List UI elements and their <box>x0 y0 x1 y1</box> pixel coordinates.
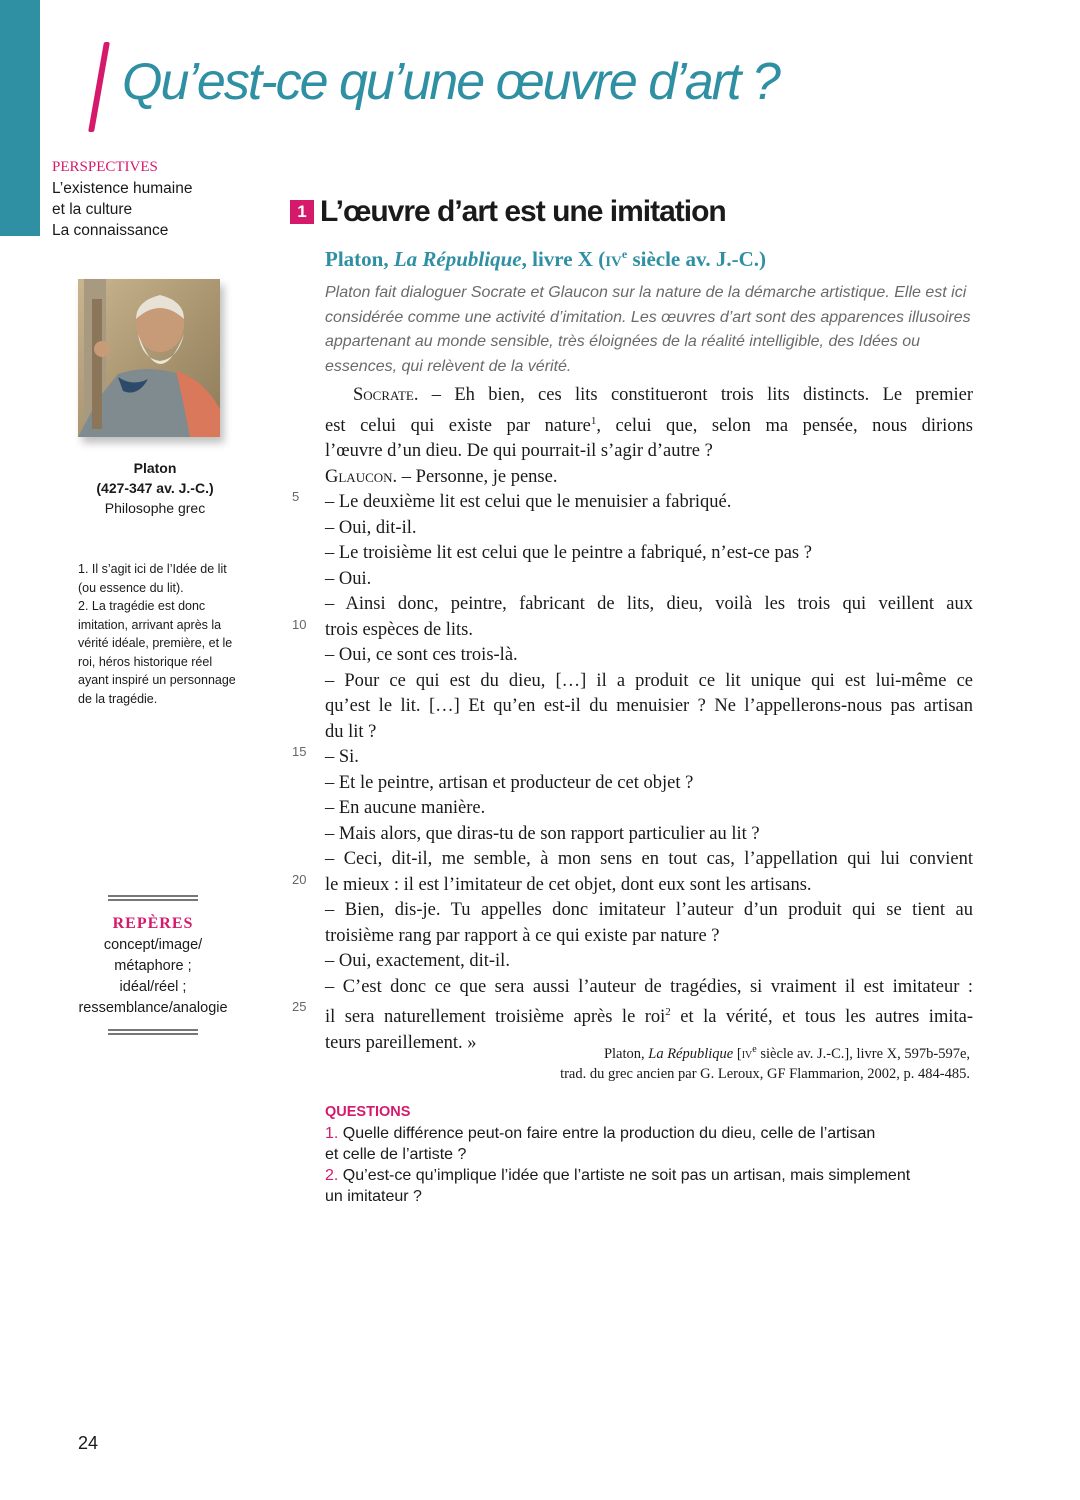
plato-portrait-illustration <box>78 279 220 437</box>
dialogue-text <box>325 383 973 1056</box>
footnotes <box>78 560 238 708</box>
reperes-line: concept/image/ <box>103 937 203 953</box>
line-number: 20 <box>292 872 307 887</box>
citation-line-1: Platon, La République [$iv^e$ siècle av. J.-C.], livre X, 597b-597e, <box>603 1044 970 1062</box>
portrait-role: Philosophe grec <box>104 500 206 516</box>
reperes-box <box>60 895 246 1035</box>
perspectives-label: PERSPECTIVES <box>52 159 158 175</box>
text-line: – Ainsi donc, peintre, fabricant de lits, dieu, voilà les trois qui veillent aux <box>325 594 973 615</box>
source-work: La République <box>393 247 522 271</box>
text-line: – Pour ce qui est du dieu, […] il a produit ce lit unique qui est lui-même ce <box>325 670 973 691</box>
plato-portrait-image <box>78 279 220 437</box>
text-line: – Oui, ce sont ces trois-là. <box>325 645 518 666</box>
citation <box>420 1040 970 1084</box>
questions-title: QUESTIONS <box>325 1104 411 1120</box>
text-line: – Mais alors, que diras-tu de son rapport particulier au lit ? <box>325 823 760 844</box>
text-line: Socrate. – Eh bien, ces lits constitueront trois lits distincts. Le premier <box>353 385 973 405</box>
questions-block <box>325 1104 965 1207</box>
text-line: – En aucune manière. <box>325 798 486 819</box>
source-century: iv <box>605 247 622 271</box>
text-line: – Ceci, dit-il, me semble, à mon sens en tout cas, l’appellation qui lui convient <box>325 849 973 870</box>
text-line: – Oui. <box>325 568 372 589</box>
line-number: 10 <box>292 617 307 632</box>
page-title: Qu’est-ce qu’une œuvre d’art ? <box>122 53 779 111</box>
source-century-sup: e <box>621 247 628 261</box>
portrait-caption <box>40 458 270 518</box>
source-end: siècle av. J.-C.) <box>627 247 766 271</box>
portrait-dates: (427-347 av. J.-C.) <box>96 480 214 496</box>
text-line: trois espèces de lits. <box>325 619 473 640</box>
perspective-item: et la culture <box>52 201 133 218</box>
title-slash-decoration <box>88 42 110 132</box>
line-number: 5 <box>292 489 300 504</box>
source-author: Platon, <box>325 247 394 271</box>
perspective-item: La connaissance <box>52 222 169 239</box>
text-line: teurs pareillement. » <box>325 1032 477 1053</box>
footnote-2: 2. La tragédie est donc imitation, arrivant après la vérité idéale, première, et le roi, héros historique réel ayant inspiré un personnage de la tragédie. <box>78 599 236 706</box>
text-line: est celui qui existe par nature$^1$, celui que, selon ma pensée, nous dirions <box>325 414 973 436</box>
text-line: il sera naturellement troisième après le roi$^2$ et la vérité, et tous les autres imita- <box>325 1006 973 1028</box>
reperes-line: idéal/réel ; <box>119 979 187 995</box>
divider <box>108 1029 198 1035</box>
text-introduction: Platon fait dialoguer Socrate et Glaucon sur la nature de la démarche artistique. Elle est ici considérée comme une activité d’imitation. Les œuvres d’art sont des apparences illusoires appartenant au monde sensible, très éloignées de la réalité intelligible, des Idées ou essences, qui relèvent de la vérité. <box>325 284 971 375</box>
text-line: – Le deuxième lit est celui que le menuisier a fabriqué. <box>325 492 732 513</box>
footnote-1: 1. Il s’agit ici de l’Idée de lit (ou essence du lit). <box>78 562 227 595</box>
page-number: 24 <box>78 1433 99 1453</box>
text-line: – Et le peintre, artisan et producteur de cet objet ? <box>325 772 694 793</box>
text-line: – Oui, dit-il. <box>325 517 417 538</box>
line-number: 25 <box>292 999 307 1014</box>
section-heading <box>290 195 726 229</box>
source-rest: , livre X ( <box>521 247 606 271</box>
footnote-ref-2: 2 <box>665 1006 671 1019</box>
reperes-text <box>60 935 246 1019</box>
margin-color-bar <box>0 0 40 236</box>
text-line: – C’est donc ce que sera aussi l’auteur de tragédies, si vraiment il est imitateur : <box>325 976 973 997</box>
question-2: 2. Qu’est-ce qu’implique l’idée que l’artiste ne soit pas un artisan, mais simplement un imitateur ? <box>325 1167 911 1205</box>
speaker-socrate: Socrate <box>353 385 414 405</box>
section-number-badge: 1 <box>290 200 314 224</box>
text-line: – Oui, exactement, dit-il. <box>325 951 510 972</box>
perspectives-block <box>52 157 192 241</box>
section-title: L’œuvre d’art est une imitation <box>320 195 726 228</box>
line-number: 15 <box>292 744 307 759</box>
text-line: du lit ? <box>325 721 377 742</box>
text-line: qu’est le lit. […] Et qu’en est-il du menuisier ? Ne l’appellerons-nous pas artisan <box>325 696 973 717</box>
portrait-name: Platon <box>133 460 177 476</box>
text-line: Glaucon. – Personne, je pense. <box>325 466 558 487</box>
perspective-item: L’existence humaine <box>52 180 193 197</box>
divider <box>108 895 198 901</box>
text-line: troisième rang par rapport à ce qui existe par nature ? <box>325 925 720 946</box>
question-1: 1. Quelle différence peut-on faire entre la production du dieu, celle de l’artisan et celle de l’artiste ? <box>325 1125 876 1163</box>
reperes-title: REPÈRES <box>112 915 194 932</box>
citation-line-2: trad. du grec ancien par G. Leroux, GF Flammarion, 2002, p. 484-485. <box>560 1065 970 1082</box>
speaker-glaucon: Glaucon <box>325 466 393 487</box>
text-line: le mieux : il est l’imitateur de cet objet, dont eux sont les artisans. <box>325 874 812 895</box>
text-line: – Si. <box>325 747 359 768</box>
text-line: – Bien, dis-je. Tu appelles donc imitateur l’auteur d’un produit qui se tient au <box>325 900 973 921</box>
text-source <box>325 247 766 272</box>
text-line: l’œuvre d’un dieu. De qui pourrait-il s’agir d’autre ? <box>325 441 713 462</box>
reperes-line: ressemblance/analogie <box>78 1000 228 1016</box>
reperes-line: métaphore ; <box>114 958 192 974</box>
footnote-ref-1: 1 <box>590 414 597 427</box>
text-line: – Le troisième lit est celui que le peintre a fabriqué, n’est-ce pas ? <box>325 543 812 564</box>
